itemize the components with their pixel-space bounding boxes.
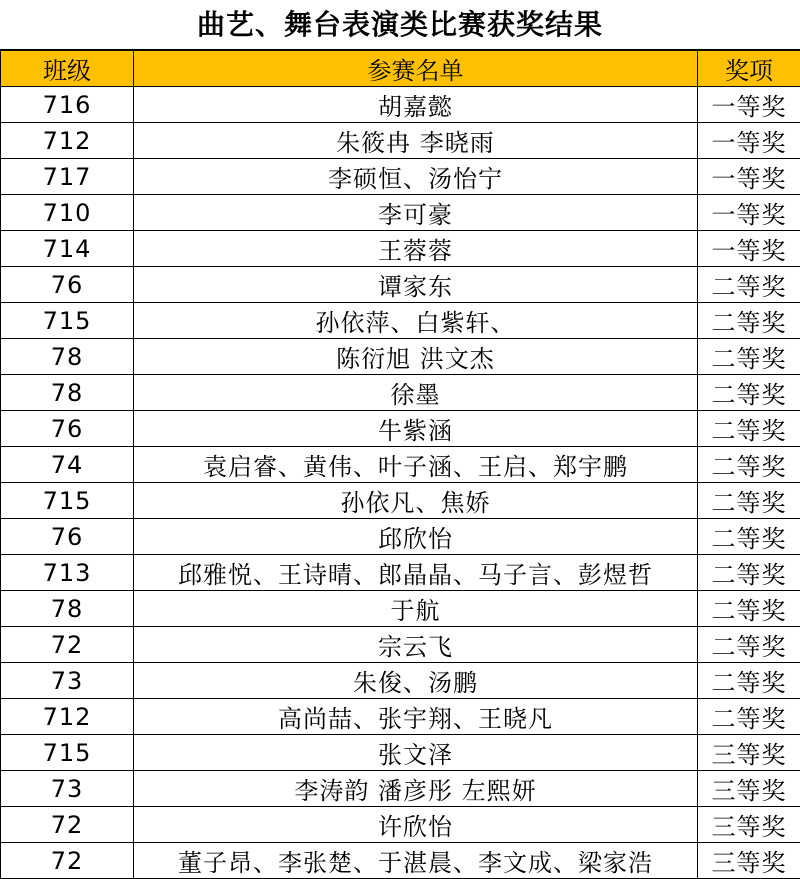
cell-award[interactable]: 二等奖 [698,447,800,483]
cell-award[interactable]: 三等奖 [698,843,800,879]
cell-names[interactable]: 于航 [134,591,698,627]
cell-award[interactable]: 三等奖 [698,735,800,771]
cell-names[interactable]: 朱俊、汤鹏 [134,663,698,699]
cell-names[interactable]: 李可豪 [134,195,698,231]
cell-names[interactable]: 李涛韵 潘彦彤 左熙妍 [134,771,698,807]
cell-names[interactable]: 谭家东 [134,267,698,303]
header-row [1,51,800,87]
cell-award[interactable]: 二等奖 [698,303,800,339]
table-row [1,267,800,303]
cell-names[interactable]: 董子昂、李张楚、于湛晨、李文成、梁家浩 [134,843,698,879]
cell-names[interactable]: 宗云飞 [134,627,698,663]
cell-names[interactable]: 邱欣怡 [134,519,698,555]
cell-names[interactable]: 孙依萍、白紫轩、 [134,303,698,339]
table-body [1,87,800,879]
table-row [1,591,800,627]
cell-names[interactable]: 袁启睿、黄伟、叶子涵、王启、郑宇鹏 [134,447,698,483]
table-row [1,87,800,123]
cell-award[interactable]: 二等奖 [698,663,800,699]
cell-class[interactable]: 78 [1,591,134,627]
cell-class[interactable]: 714 [1,231,134,267]
cell-class[interactable]: 713 [1,555,134,591]
cell-class[interactable]: 716 [1,87,134,123]
cell-names[interactable]: 孙依凡、焦娇 [134,483,698,519]
table-row [1,843,800,879]
cell-names[interactable]: 高尚喆、张宇翔、王晓凡 [134,699,698,735]
cell-award[interactable]: 三等奖 [698,807,800,843]
table-row [1,339,800,375]
table-row [1,303,800,339]
table-row [1,447,800,483]
cell-class[interactable]: 74 [1,447,134,483]
cell-award[interactable]: 二等奖 [698,267,800,303]
header-entries[interactable]: 参赛名单 [134,51,698,87]
table-row [1,123,800,159]
cell-class[interactable]: 715 [1,303,134,339]
cell-award[interactable]: 一等奖 [698,87,800,123]
table-row [1,375,800,411]
cell-names[interactable]: 邱雅悦、王诗晴、郎晶晶、马子言、彭煜哲 [134,555,698,591]
cell-class[interactable]: 712 [1,123,134,159]
sheet-title: 曲艺、舞台表演类比赛获奖结果 [0,0,800,50]
table-row [1,663,800,699]
table-row [1,159,800,195]
header-award[interactable]: 奖项 [698,51,800,87]
table-row [1,231,800,267]
cell-names[interactable]: 李硕恒、汤怡宁 [134,159,698,195]
cell-award[interactable]: 二等奖 [698,375,800,411]
cell-class[interactable]: 78 [1,339,134,375]
table-row [1,195,800,231]
cell-award[interactable]: 二等奖 [698,591,800,627]
cell-award[interactable]: 二等奖 [698,699,800,735]
table-row [1,411,800,447]
cell-names[interactable]: 张文泽 [134,735,698,771]
cell-award[interactable]: 二等奖 [698,519,800,555]
cell-names[interactable]: 王蓉蓉 [134,231,698,267]
cell-class[interactable]: 73 [1,663,134,699]
cell-class[interactable]: 78 [1,375,134,411]
cell-award[interactable]: 二等奖 [698,339,800,375]
cell-class[interactable]: 76 [1,519,134,555]
table-row [1,735,800,771]
table-row [1,483,800,519]
header-class[interactable]: 班级 [1,51,134,87]
cell-names[interactable]: 许欣怡 [134,807,698,843]
cell-class[interactable]: 72 [1,807,134,843]
cell-award[interactable]: 一等奖 [698,159,800,195]
table-header [1,51,800,87]
cell-class[interactable]: 715 [1,483,134,519]
table-row [1,519,800,555]
cell-award[interactable]: 二等奖 [698,411,800,447]
cell-class[interactable]: 712 [1,699,134,735]
cell-award[interactable]: 二等奖 [698,483,800,519]
table-row [1,807,800,843]
cell-class[interactable]: 717 [1,159,134,195]
table-row [1,699,800,735]
table-row [1,627,800,663]
cell-class[interactable]: 76 [1,267,134,303]
table-row [1,555,800,591]
cell-award[interactable]: 一等奖 [698,123,800,159]
cell-names[interactable]: 牛紫涵 [134,411,698,447]
cell-names[interactable]: 徐墨 [134,375,698,411]
cell-class[interactable]: 73 [1,771,134,807]
cell-class[interactable]: 715 [1,735,134,771]
cell-class[interactable]: 72 [1,843,134,879]
cell-names[interactable]: 陈衍旭 洪文杰 [134,339,698,375]
cell-names[interactable]: 胡嘉懿 [134,87,698,123]
results-table [0,50,800,879]
cell-award[interactable]: 一等奖 [698,195,800,231]
cell-class[interactable]: 72 [1,627,134,663]
cell-award[interactable]: 三等奖 [698,771,800,807]
cell-class[interactable]: 710 [1,195,134,231]
cell-award[interactable]: 二等奖 [698,627,800,663]
table-row [1,771,800,807]
cell-class[interactable]: 76 [1,411,134,447]
cell-names[interactable]: 朱筱冉 李晓雨 [134,123,698,159]
cell-award[interactable]: 二等奖 [698,555,800,591]
cell-award[interactable]: 一等奖 [698,231,800,267]
